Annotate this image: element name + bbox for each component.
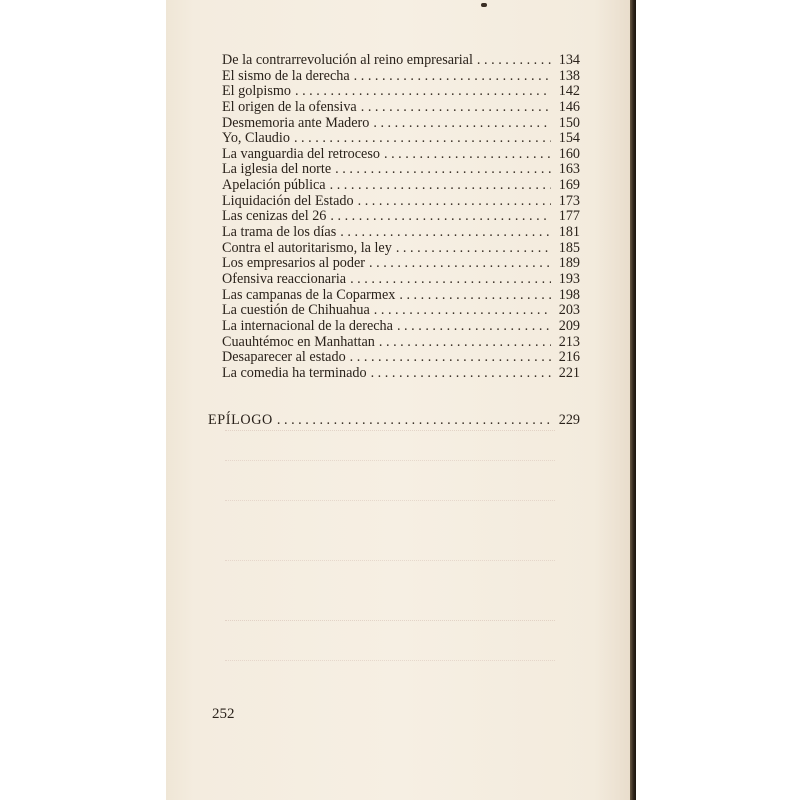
toc-entry (222, 366, 580, 382)
toc-entry-title: La iglesia del norte (222, 161, 332, 178)
toc-entry-epilogue (208, 412, 580, 429)
toc-entry-page: 154 (558, 130, 580, 147)
toc-dot-leader (371, 366, 551, 382)
toc-dot-leader (350, 350, 551, 366)
toc-entry (222, 319, 580, 335)
toc-entry (222, 256, 580, 272)
toc-entry-page: 203 (558, 302, 580, 319)
toc-entry-title: Apelación pública (222, 177, 326, 194)
toc-entry-title: La cuestión de Chihuahua (222, 302, 370, 319)
toc-entry-page: 229 (558, 412, 580, 428)
toc-entry (222, 116, 580, 132)
toc-entry-page: 213 (558, 333, 580, 350)
toc-dot-leader (330, 209, 551, 225)
toc-entry-page: 138 (558, 67, 580, 84)
toc-entry (222, 335, 580, 351)
toc-dot-leader (384, 147, 551, 163)
toc-entry-page: 221 (558, 364, 580, 381)
toc-entry-page: 146 (558, 98, 580, 115)
toc-entry-title: Desmemoria ante Madero (222, 114, 370, 131)
toc-entry (222, 147, 580, 163)
toc-entry (222, 272, 580, 288)
toc-entry-page: 209 (558, 317, 580, 334)
toc-dot-leader (277, 412, 551, 429)
toc-entry (222, 288, 580, 304)
toc-entry (222, 350, 580, 366)
toc-dot-leader (399, 288, 551, 304)
toc-entry-title: Los empresarios al poder (222, 255, 366, 272)
toc-dot-leader (396, 241, 551, 257)
toc-entry (222, 69, 580, 85)
toc-entry-page: 160 (558, 145, 580, 162)
toc-entry-title: El sismo de la derecha (222, 67, 350, 84)
toc-dot-leader (379, 335, 551, 351)
toc-entry-page: 173 (558, 192, 580, 209)
page-number: 252 (212, 706, 235, 722)
toc-dot-leader (373, 116, 551, 132)
toc-entry-page: 185 (558, 239, 580, 256)
toc-entry-title: La vanguardia del retroceso (222, 145, 380, 162)
toc-entry (222, 194, 580, 210)
toc-dot-leader (335, 162, 551, 178)
toc-entry-title: La comedia ha terminado (222, 364, 367, 381)
toc-entry (222, 162, 580, 178)
toc-entry-title: La trama de los días (222, 224, 337, 241)
toc-dot-leader (340, 225, 551, 241)
toc-entry-page: 150 (558, 114, 580, 131)
toc-dot-leader (330, 178, 551, 194)
toc-entry-page: 142 (558, 83, 580, 100)
toc-entry-title: La internacional de la derecha (222, 317, 393, 334)
toc-dot-leader (350, 272, 551, 288)
toc-entry (222, 241, 580, 257)
toc-entry-page: 181 (558, 224, 580, 241)
toc-entry-title: Las cenizas del 26 (222, 208, 327, 225)
toc-entry-title: Yo, Claudio (222, 130, 290, 147)
toc-dot-leader (374, 303, 551, 319)
toc-entry-title: El origen de la ofensiva (222, 98, 357, 115)
toc-entry (222, 84, 580, 100)
toc-entry-title: Liquidación del Estado (222, 192, 354, 209)
toc-entry (222, 303, 580, 319)
toc-dot-leader (354, 69, 551, 85)
toc-dot-leader (397, 319, 551, 335)
toc-entry (222, 225, 580, 241)
toc-entry-page: 189 (558, 255, 580, 272)
toc-dot-leader (294, 131, 551, 147)
toc-entry-title: Las campanas de la Coparmex (222, 286, 396, 303)
toc-entry-page: 177 (558, 208, 580, 225)
toc-dot-leader (358, 194, 551, 210)
toc-entry-page: 163 (558, 161, 580, 178)
toc-entry (222, 100, 580, 116)
toc-entry-page: 193 (558, 270, 580, 287)
binding-edge (630, 0, 636, 800)
toc-entry-page: 169 (558, 177, 580, 194)
toc-dot-leader (295, 84, 551, 100)
toc-entry-page: 198 (558, 286, 580, 303)
toc-entry (222, 209, 580, 225)
ink-speck (481, 3, 487, 7)
toc-entry-page: 216 (558, 349, 580, 366)
toc-dot-leader (477, 53, 551, 69)
toc-entry-page: 134 (558, 52, 580, 68)
toc-dot-leader (361, 100, 551, 116)
toc-entry (222, 178, 580, 194)
toc-entry (222, 131, 580, 147)
toc-entry-title: Desaparecer al estado (222, 349, 346, 366)
toc-entry-title: El golpismo (222, 83, 291, 100)
toc-entry-title: Contra el autoritarismo, la ley (222, 239, 392, 256)
toc-entry-title: Ofensiva reaccionaria (222, 270, 347, 287)
table-of-contents (222, 53, 580, 381)
toc-entry-title: De la contrarrevolución al reino empresarial (222, 52, 473, 68)
toc-entry (222, 53, 580, 69)
toc-entry-title: Cuauhtémoc en Manhattan (222, 333, 375, 350)
toc-dot-leader (369, 256, 551, 272)
toc-entry-title: EPÍLOGO (208, 412, 273, 428)
